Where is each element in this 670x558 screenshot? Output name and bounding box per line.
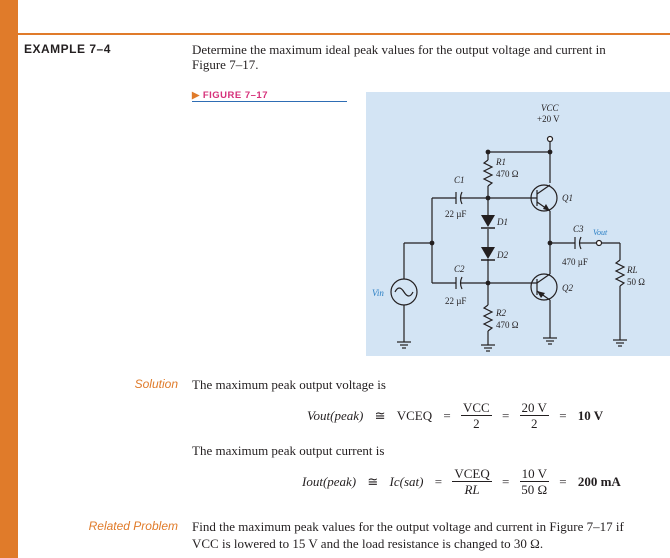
eq1-mid: VCEQ [396, 407, 433, 423]
c1-label: C1 [454, 175, 465, 185]
equation-output-current [298, 466, 625, 497]
solution-line-2: The maximum peak output current is [192, 443, 385, 458]
d2-label: D2 [497, 250, 508, 260]
vout-label: Vout [593, 228, 608, 237]
r1-label: R1 [496, 157, 506, 167]
eq2-lhs: Iout(peak) [302, 473, 357, 489]
eq1-result: 10 V [577, 407, 604, 423]
figure-label-text: FIGURE 7–17 [202, 90, 268, 101]
eq1-equals-1: = [443, 407, 451, 423]
eq2-frac1-num: VCEQ [454, 466, 490, 481]
c2-label: C2 [454, 264, 465, 274]
rl-value: 50 Ω [627, 277, 645, 287]
eq1-equals-2: = [501, 407, 510, 423]
eq2-frac1-den: RL [464, 482, 480, 497]
vcc-label: VCC [541, 103, 559, 113]
r1-value: 470 Ω [496, 169, 519, 179]
eq1-approx: ≅ [374, 407, 386, 423]
eq2-frac2-den: 50 Ω [521, 482, 548, 497]
eq1-frac2-num: 20 V [521, 400, 547, 415]
eq2-frac2-num: 10 V [521, 466, 547, 481]
eq2-mid: Ic(sat) [389, 473, 424, 489]
q2-label: Q2 [562, 283, 573, 293]
triangle-marker-icon: ▶ [192, 90, 200, 101]
example-label: EXAMPLE 7–4 [24, 42, 111, 56]
eq1-fraction-2 [520, 400, 549, 431]
related-problem-label: Related Problem [88, 519, 178, 533]
vcc-value: +20 V [537, 114, 560, 124]
example-intro: Determine the maximum ideal peak values for the output voltage and current in Figure 7–17. [192, 42, 606, 72]
eq2-equals-1: = [434, 473, 443, 489]
eq1-equals-3: = [559, 407, 567, 423]
eq1-fraction-1 [461, 400, 492, 431]
equation-output-voltage [303, 400, 607, 431]
eq2-equals-3: = [559, 473, 567, 489]
eq1-frac1-den: 2 [473, 416, 480, 431]
eq1-frac2-den: 2 [530, 416, 538, 431]
rl-label: RL [627, 265, 638, 275]
c1-value: 22 µF [445, 209, 467, 219]
r2-label: R2 [496, 308, 506, 318]
eq1-frac1-num: VCC [462, 400, 490, 415]
related-problem-text-2: VCC is lowered to 15 V and the load resistance is changed to 30 Ω. [192, 536, 544, 551]
related-problem-text-1: Find the maximum peak values for the output voltage and current in Figure 7–17 if [192, 519, 624, 534]
solution-label: Solution [134, 377, 178, 391]
c3-value: 470 µF [562, 257, 588, 267]
eq2-result: 200 mA [577, 473, 621, 489]
c3-label: C3 [573, 224, 584, 234]
eq1-lhs: Vout(peak) [307, 407, 364, 423]
eq2-equals-2: = [501, 473, 510, 489]
eq2-approx: ≅ [367, 473, 379, 489]
d1-label: D1 [497, 217, 508, 227]
c2-value: 22 µF [445, 296, 467, 306]
eq2-fraction-1 [452, 466, 491, 497]
solution-line-1: The maximum peak output voltage is [192, 377, 386, 392]
eq2-fraction-2 [520, 466, 549, 497]
q1-label: Q1 [562, 193, 573, 203]
vin-label: Vin [372, 288, 384, 298]
r2-value: 470 Ω [496, 320, 519, 330]
